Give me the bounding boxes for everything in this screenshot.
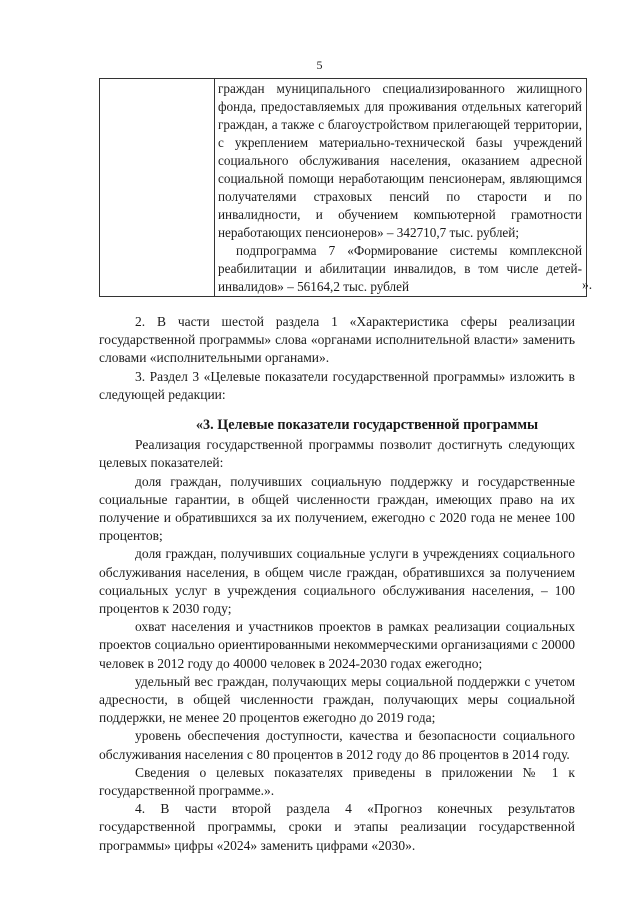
page-number: 5 xyxy=(316,58,323,72)
table-row xyxy=(100,79,587,297)
indicator-paragraph: охват населения и участников проектов в рамках реализации социальных проектов социально ориентированными некоммерческими организациями с 20000 человек в 2012 году до 40000 человек в 2024-2030 годах ежегодно; xyxy=(99,619,575,671)
paragraph-item-4: 4. В части второй раздела 4 «Прогноз конечных результатов государственной программы, сроки и этапы реализации государственной программы» цифры «2024» заменить цифрами «2030». xyxy=(99,801,575,853)
paragraph-item-3: 3. Раздел 3 «Целевые показатели государственной программы» изложить в следующей редакции: xyxy=(99,368,575,402)
table-paragraph-subprogram-7: подпрограмма 7 «Формирование системы комплексной реабилитации и абилитации инвалидов, в том числе детей-инвалидов» – 56164,2 тыс. рублей xyxy=(218,243,582,294)
indicator-paragraph: уровень обеспечения доступности, качества и безопасности социального обслуживания населения с 80 процентов в 2012 году до 86 процентов в 2014 году. xyxy=(99,728,575,762)
paragraph-item-2: 2. В части шестой раздела 1 «Характеристика сферы реализации государственной программы» слова «органами исполнительной власти» заменить словами «исполнительными органами». xyxy=(99,314,575,366)
indicator-paragraph: удельный вес граждан, получающих меры социальной поддержки с учетом адресности, в общей численности граждан, получающих меры социальной поддержки, не менее 20 процентов ежегодно до 2019 года; xyxy=(99,673,575,726)
document-body xyxy=(99,313,575,855)
indicator-paragraph: доля граждан, получивших социальные услуги в учреждениях социального обслуживания населения, в общем числе граждан, обратившихся за получением социальных услуг в учреждения социального обслуживания населения, – 100 процентов к 2030 году; xyxy=(99,546,575,617)
continuation-table xyxy=(99,78,587,297)
paragraph-appendix-note: Сведения о целевых показателях приведены в приложении № 1 к государственной программе.». xyxy=(99,764,575,799)
table-text-cell xyxy=(215,79,587,297)
table-empty-cell xyxy=(100,79,215,297)
table-paragraph-funding: граждан муниципального специализированного жилищного фонда, предоставляемых для проживания отдельных категорий граждан, а также с благоустройством прилегающей территории, с укреплением материально-технической базы учреждений социального обслуживания населения, оказанием адресной социальной помощи неработающим пенсионерам, являющимся получателями страховых пенсий по старости и по инвалидности, и обучением компьютерной грамотности неработающих пенсионеров» – 342710,7 тыс. рублей; xyxy=(218,81,582,240)
indicator-paragraph: доля граждан, получивших социальную поддержку и государственные социальные гарантии, в общей численности граждан, имеющих право на их получение и обратившихся за их получением, ежегодно с 2020 года не менее 100 процентов; xyxy=(99,473,575,544)
closing-quote-mark: ». xyxy=(582,277,593,292)
section-heading: «3. Целевые показатели государственной программы xyxy=(195,417,539,434)
paragraph-intro: Реализация государственной программы позволит достигнуть следующих целевых показателей: xyxy=(99,437,575,471)
